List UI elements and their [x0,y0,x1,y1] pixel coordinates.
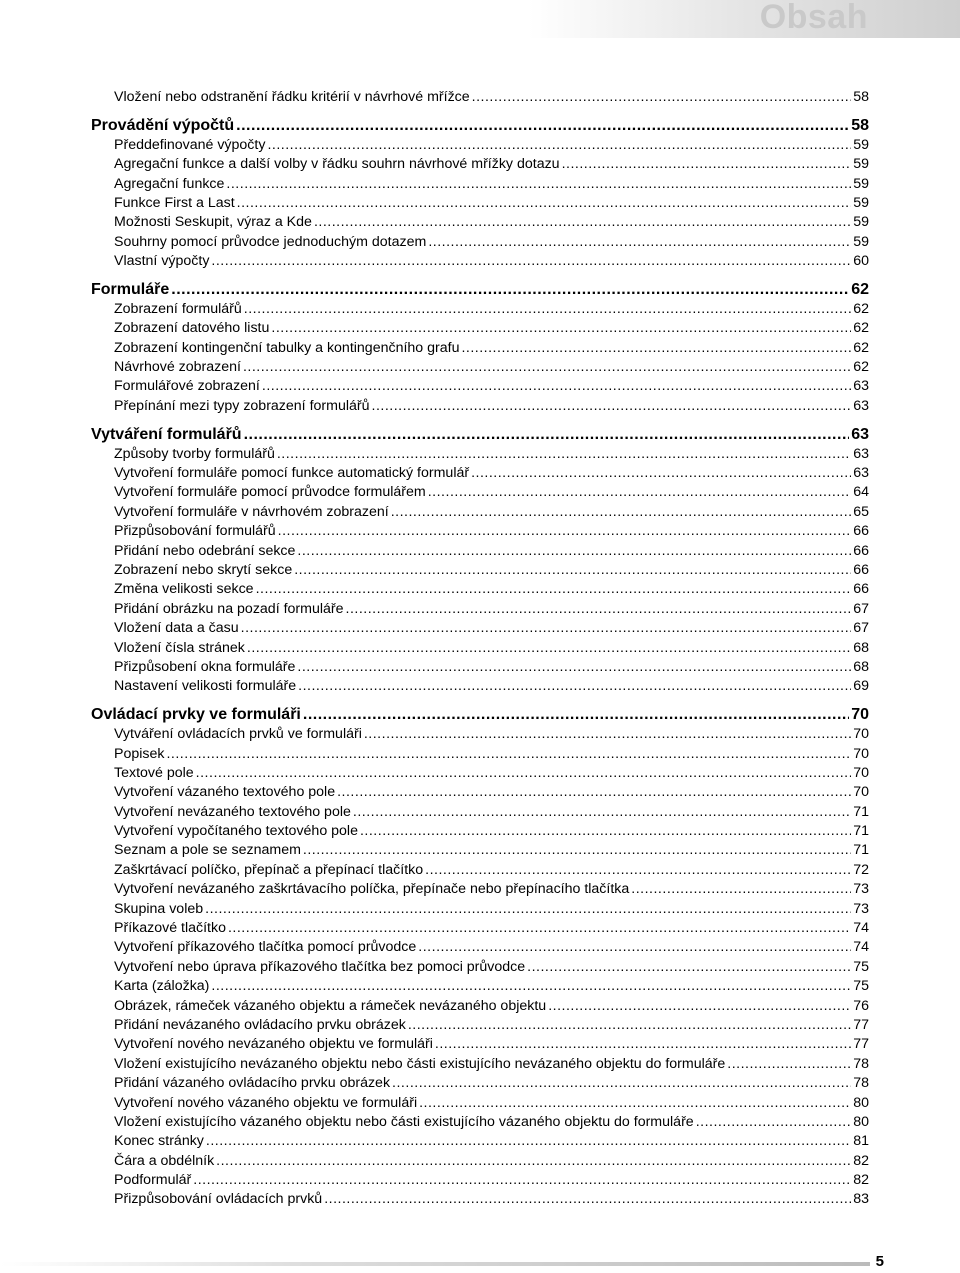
toc-entry-title: Ovládací prvky ve formuláři [91,706,301,724]
toc-entry-title: Vložení existujícího vázaného objektu nebo části existujícího vázaného objektu do formuláře [114,1113,694,1130]
toc-dot-leader [425,861,851,880]
toc-entry[interactable] [91,1094,869,1113]
toc-dot-leader [262,377,851,396]
toc-entry-title: Přidání nebo odebrání sekce [114,542,296,559]
toc-entry-title: Podformulář [114,1172,192,1189]
toc-entry-title: Přepínání mezi typy zobrazení formulářů [114,397,370,414]
toc-entry-page: 70 [853,764,869,781]
toc-entry-page: 63 [853,397,869,414]
toc-entry-page: 74 [853,939,869,956]
toc-dot-leader [364,725,851,744]
toc-entry-page: 71 [853,803,869,820]
toc-dot-leader [244,425,850,445]
toc-entry-page: 59 [853,214,869,231]
toc-entry[interactable] [91,1152,869,1171]
toc-entry-page: 62 [853,359,869,376]
toc-entry[interactable] [91,542,869,561]
toc-entry-page: 80 [853,1113,869,1130]
toc-entry-page: 70 [853,726,869,743]
toc-entry[interactable] [91,522,869,541]
toc-entry-page: 59 [853,194,869,211]
toc-entry[interactable] [91,339,869,358]
toc-entry-title: Přidání obrázku na pozadí formuláře [114,600,344,617]
toc-entry-title: Vytvoření vázaného textového pole [114,784,336,801]
toc-entry-title: Přizpůsobení okna formuláře [114,658,296,675]
toc-dot-leader [428,233,851,252]
toc-dot-leader [303,705,849,725]
toc-entry-title: Způsoby tvorby formulářů [114,445,275,462]
footer-divider [0,1262,870,1266]
page-header-title: Obsah [759,0,868,36]
toc-entry-title: Agregační funkce [114,175,225,192]
toc-entry-title: Zobrazení kontingenční tabulky a kontingenčního grafu [114,339,460,356]
toc-entry[interactable] [91,997,869,1016]
toc-entry-title: Vytvoření nevázaného textového pole [114,803,351,820]
toc-entry-title: Agregační funkce a další volby v řádku souhrn návrhové mřížky dotazu [114,156,560,173]
toc-entry-title: Vytvoření vypočítaného textového pole [114,823,358,840]
toc-entry-page: 70 [853,745,869,762]
toc-entry-page: 63 [853,378,869,395]
toc-entry-title: Předdefinované výpočty [114,136,266,153]
toc-entry-page: 77 [853,1036,869,1053]
toc-entry[interactable] [91,1055,869,1074]
toc-entry-page: 70 [853,784,869,801]
toc-entry[interactable] [91,861,869,880]
toc-dot-leader [247,639,851,658]
toc-entry-page: 74 [853,920,869,937]
toc-entry[interactable] [91,639,869,658]
toc-dot-leader [226,175,851,194]
toc-entry[interactable] [91,822,869,841]
toc-entry-title: Vložení čísla stránek [114,639,245,656]
toc-chapter-entry[interactable] [91,116,869,136]
toc-entry-page: 68 [853,658,869,675]
toc-entry-title: Přizpůsobování ovládacích prvků [114,1191,323,1208]
toc-entry[interactable] [91,745,869,764]
toc-entry-page: 63 [853,465,869,482]
toc-dot-leader [337,783,851,802]
toc-dot-leader [372,397,852,416]
toc-entry-title: Popisek [114,745,165,762]
toc-dot-leader [418,938,851,957]
toc-dot-leader [271,319,851,338]
toc-dot-leader [527,958,851,977]
toc-dot-leader [267,136,851,155]
toc-dot-leader [206,1132,851,1151]
toc-entry-title: Obrázek, rámeček vázaného objektu a rámeček nevázaného objektu [114,997,547,1014]
toc-dot-leader [298,677,851,696]
toc-entry-title: Přizpůsobování formulářů [114,523,276,540]
toc-entry-title: Provádění výpočtů [91,116,235,134]
toc-entry-title: Nastavení velikosti formuláře [114,678,297,695]
toc-entry[interactable] [91,677,869,696]
toc-entry[interactable] [91,580,869,599]
toc-entry-title: Možnosti Seskupit, výraz a Kde [114,214,312,231]
toc-entry[interactable] [91,803,869,822]
toc-dot-leader [277,445,851,464]
toc-entry-title: Vložení nebo odstranění řádku kritérií v návrhové mřížce [114,89,470,105]
toc-entry[interactable] [91,880,869,899]
toc-dot-leader [353,803,851,822]
page-number: 5 [875,1253,884,1270]
toc-dot-leader [278,522,852,541]
toc-entry-title: Vložení data a času [114,620,239,637]
toc-dot-leader [324,1190,851,1209]
toc-dot-leader [435,1035,851,1054]
toc-dot-leader [297,542,851,561]
toc-entry-page: 59 [853,233,869,250]
toc-entry-page: 59 [853,156,869,173]
toc-entry-page: 77 [853,1016,869,1033]
toc-entry-page: 69 [853,678,869,695]
toc-entry-title: Vytvoření formuláře pomocí funkce automatický formulář [114,465,470,482]
toc-entry-title: Formulářové zobrazení [114,378,260,395]
toc-entry[interactable] [91,252,869,271]
toc-dot-leader [193,1171,851,1190]
toc-dot-leader [548,997,851,1016]
toc-entry[interactable] [91,1074,869,1093]
toc-dot-leader [205,900,851,919]
toc-entry-page: 58 [853,89,869,105]
toc-entry-page: 80 [853,1094,869,1111]
toc-entry-title: Vytvoření nového nevázaného objektu ve formuláři [114,1036,433,1053]
toc-entry-page: 75 [853,978,869,995]
toc-entry[interactable] [91,464,869,483]
toc-entry-title: Změna velikosti sekce [114,581,254,598]
toc-dot-leader [243,358,851,377]
toc-entry[interactable] [91,503,869,522]
toc-dot-leader [166,745,851,764]
toc-dot-leader [696,1113,852,1132]
toc-dot-leader [228,919,851,938]
toc-entry-page: 78 [853,1075,869,1092]
toc-entry[interactable] [91,175,869,194]
toc-entry[interactable] [91,233,869,252]
toc-entry-page: 59 [853,175,869,192]
toc-entry[interactable] [91,155,869,174]
toc-chapter-entry[interactable] [91,280,869,300]
toc-dot-leader [392,1074,851,1093]
toc-entry[interactable] [91,377,869,396]
toc-entry-title: Skupina voleb [114,900,204,917]
toc-entry[interactable] [91,88,869,107]
toc-entry[interactable] [91,561,869,580]
toc-entry-page: 71 [853,823,869,840]
toc-entry-title: Vytváření formulářů [91,425,242,443]
toc-entry[interactable] [91,658,869,677]
toc-entry-page: 82 [853,1172,869,1189]
toc-dot-leader [419,1094,851,1113]
toc-entry-page: 66 [853,561,869,578]
toc-entry[interactable] [91,1190,869,1209]
toc-dot-leader [237,194,852,213]
toc-dot-leader [297,658,851,677]
toc-entry-page: 73 [853,881,869,898]
toc-entry-page: 78 [853,1055,869,1072]
toc-entry-title: Karta (záložka) [114,978,210,995]
toc-entry-title: Vytvoření formuláře v návrhovém zobrazení [114,503,389,520]
toc-entry-page: 72 [853,861,869,878]
toc-entry-page: 70 [851,706,869,724]
toc-entry-page: 59 [853,136,869,153]
toc-dot-leader [346,600,852,619]
toc-entry-title: Vytvoření nebo úprava příkazového tlačítka bez pomoci průvodce [114,958,526,975]
toc-entry-page: 82 [853,1152,869,1169]
toc-entry-page: 62 [851,280,869,298]
toc-dot-leader [408,1016,851,1035]
toc-dot-leader [196,764,852,783]
toc-entry[interactable] [91,977,869,996]
toc-entry[interactable] [91,619,869,638]
toc-dot-leader [236,116,849,136]
toc-entry-title: Zaškrtávací políčko, přepínač a přepínací tlačítko [114,861,424,878]
toc-chapter-entry[interactable] [91,705,869,725]
toc-entry[interactable] [91,1016,869,1035]
toc-entry-page: 66 [853,523,869,540]
toc-entry[interactable] [91,300,869,319]
toc-dot-leader [171,280,849,300]
toc-entry[interactable] [91,1035,869,1054]
toc-entry-page: 73 [853,900,869,917]
toc-entry-page: 63 [851,425,869,443]
toc-dot-leader [428,483,851,502]
toc-entry-title: Textové pole [114,764,194,781]
toc-entry-title: Formuláře [91,280,170,298]
toc-entry-title: Souhrny pomocí průvodce jednoduchým dotazem [114,233,427,250]
toc-dot-leader [211,977,851,996]
toc-entry-page: 76 [853,997,869,1014]
toc-dot-leader [562,155,852,174]
toc-entry-title: Příkazové tlačítko [114,920,226,937]
toc-entry-page: 62 [853,300,869,317]
toc-entry-page: 58 [851,116,869,134]
toc-entry-title: Zobrazení formulářů [114,300,242,317]
toc-entry[interactable] [91,919,869,938]
toc-dot-leader [294,561,851,580]
toc-entry-page: 62 [853,339,869,356]
toc-entry-title: Vytvoření nového vázaného objektu ve formuláři [114,1094,418,1111]
toc-entry[interactable] [91,958,869,977]
toc-entry[interactable] [91,600,869,619]
toc-entry[interactable] [91,445,869,464]
toc-entry-title: Vložení existujícího nevázaného objektu nebo části existujícího nevázaného objektu do formuláře [114,1055,726,1072]
toc-entry-page: 63 [853,445,869,462]
toc-dot-leader [360,822,851,841]
toc-entry[interactable] [91,1132,869,1151]
toc-entry-title: Zobrazení datového listu [114,320,270,337]
toc-entry[interactable] [91,319,869,338]
toc-entry[interactable] [91,136,869,155]
toc-entry[interactable] [91,841,869,860]
toc-dot-leader [314,213,851,232]
toc-entry-page: 60 [853,253,869,270]
toc-entry-page: 66 [853,581,869,598]
toc-entry-page: 71 [853,842,869,859]
toc-entry[interactable] [91,938,869,957]
toc-entry-title: Konec stránky [114,1133,204,1150]
toc-entry-page: 83 [853,1191,869,1208]
toc-entry[interactable] [91,764,869,783]
toc-entry-title: Seznam a pole se seznamem [114,842,301,859]
toc-entry-page: 75 [853,958,869,975]
table-of-contents [91,88,869,1210]
toc-entry-page: 68 [853,639,869,656]
toc-dot-leader [461,339,851,358]
toc-entry-title: Čára a obdélník [114,1152,215,1169]
toc-dot-leader [391,503,852,522]
toc-dot-leader [727,1055,851,1074]
toc-entry-page: 62 [853,320,869,337]
toc-dot-leader [216,1152,851,1171]
toc-entry-title: Přidání nevázaného ovládacího prvku obrázek [114,1016,406,1033]
toc-entry-title: Přidání vázaného ovládacího prvku obrázek [114,1075,391,1092]
toc-entry-title: Vytvoření příkazového tlačítka pomocí průvodce [114,939,417,956]
toc-entry[interactable] [91,900,869,919]
toc-chapter-entry[interactable] [91,425,869,445]
toc-entry[interactable] [91,783,869,802]
toc-entry-title: Zobrazení nebo skrytí sekce [114,561,293,578]
toc-entry-title: Vytvoření formuláře pomocí průvodce formulářem [114,484,426,501]
toc-dot-leader [303,841,851,860]
toc-entry-page: 64 [853,484,869,501]
toc-entry[interactable] [91,483,869,502]
toc-entry[interactable] [91,213,869,232]
toc-entry-title: Funkce First a Last [114,194,235,211]
toc-dot-leader [631,880,851,899]
toc-dot-leader [256,580,852,599]
toc-entry[interactable] [91,397,869,416]
toc-entry[interactable] [91,725,869,744]
toc-dot-leader [241,619,852,638]
toc-entry[interactable] [91,194,869,213]
toc-entry-page: 67 [853,600,869,617]
toc-entry[interactable] [91,1113,869,1132]
toc-entry[interactable] [91,1171,869,1190]
toc-entry[interactable] [91,358,869,377]
toc-entry-title: Vlastní výpočty [114,253,210,270]
toc-dot-leader [211,252,851,271]
toc-entry-title: Vytvoření nevázaného zaškrtávacího políčka, přepínače nebo přepínacího tlačítka [114,881,630,898]
toc-dot-leader [471,464,851,483]
toc-entry-page: 67 [853,620,869,637]
toc-dot-leader [244,300,851,319]
toc-entry-title: Vytváření ovládacích prvků ve formuláři [114,726,362,743]
toc-entry-page: 66 [853,542,869,559]
toc-entry-page: 81 [853,1133,869,1150]
toc-entry-title: Návrhové zobrazení [114,359,241,376]
toc-entry-page: 65 [853,503,869,520]
toc-dot-leader [472,88,852,107]
